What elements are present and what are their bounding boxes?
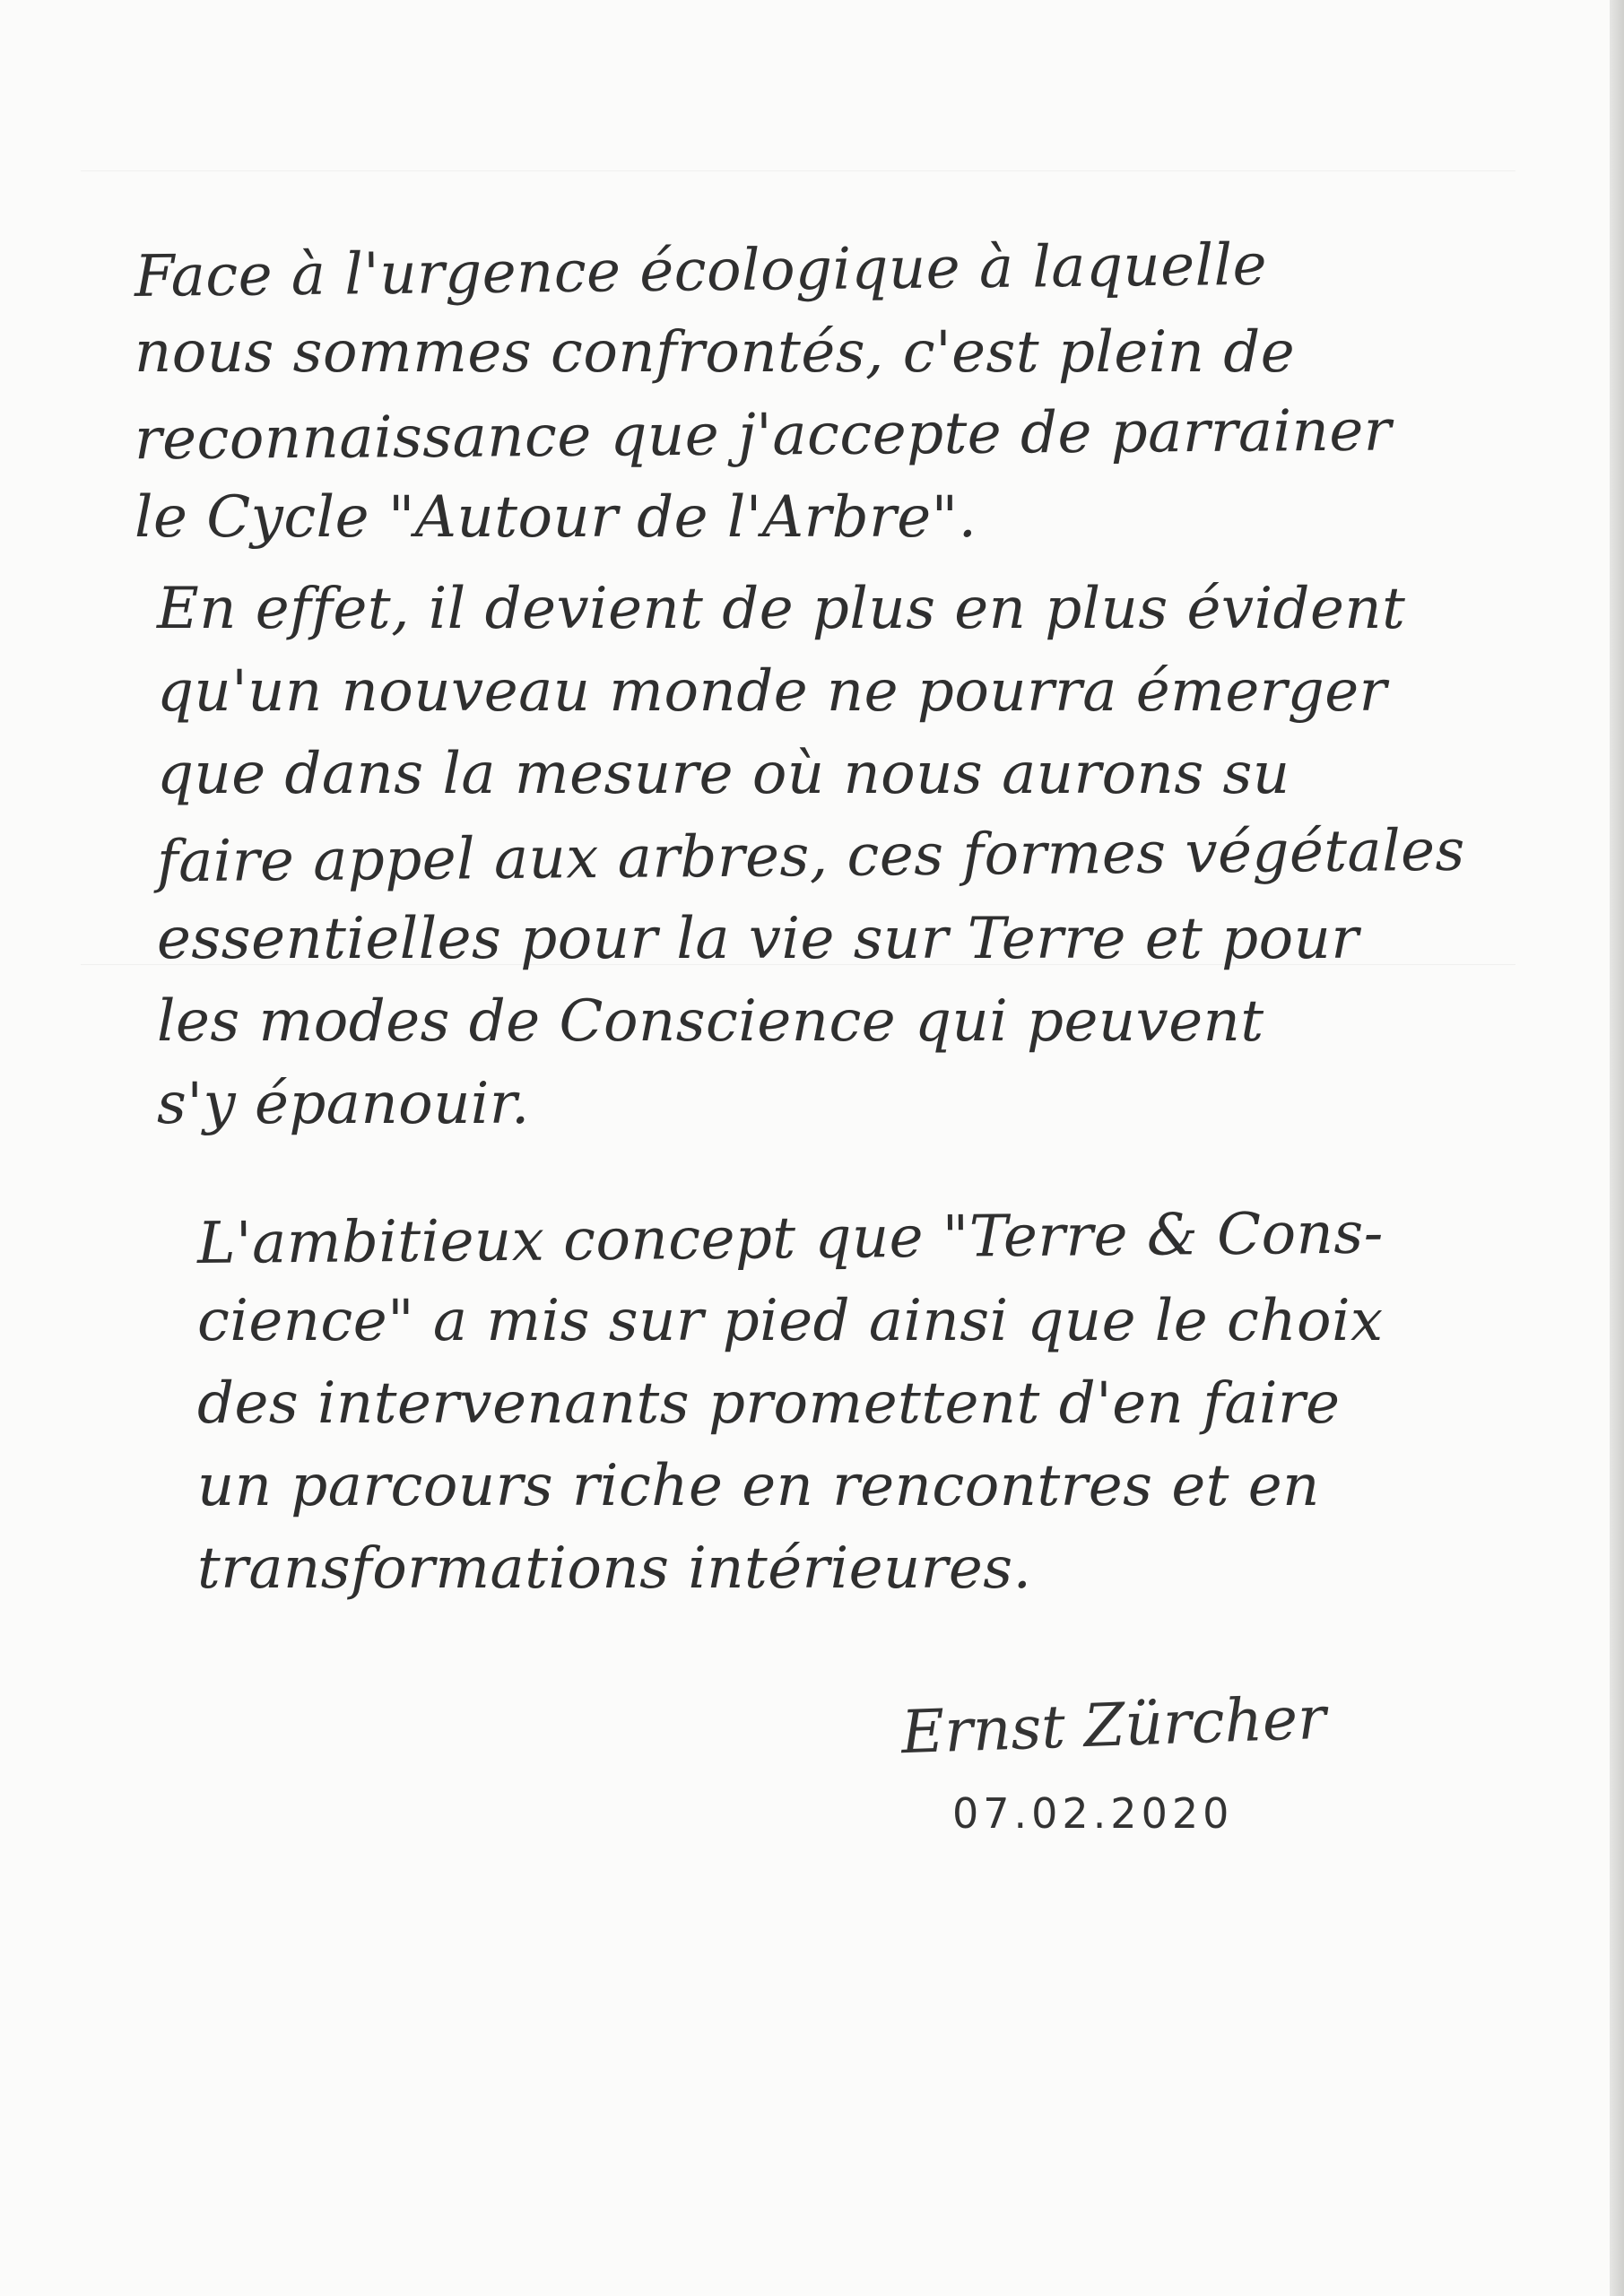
text-line: que dans la mesure où nous aurons su — [157, 741, 1290, 807]
text-line: les modes de Conscience qui peuvent — [157, 988, 1264, 1055]
text-line: essentielles pour la vie sur Terre et pour — [157, 906, 1359, 972]
handwritten-letter — [135, 229, 1498, 1610]
text-line: s'y épanouir. — [157, 1071, 530, 1137]
text-line: un parcours riche en rencontres et en — [197, 1453, 1320, 1519]
scan-rule — [81, 170, 1515, 171]
text-line: qu'un nouveau monde ne pourra émerger — [157, 658, 1387, 725]
text-line: Face à l'urgence écologique à laquelle — [134, 231, 1268, 310]
text-line: reconnaissance que j'accepte de parrainer — [134, 397, 1393, 474]
text-line: transformations intérieures. — [197, 1535, 1032, 1602]
text-line: cience" a mis sur pied ainsi que le choix — [197, 1288, 1384, 1354]
paragraph-1 — [135, 229, 1498, 559]
signature: Ernst Zürcher — [899, 1683, 1327, 1768]
text-line: des intervenants promettent d'en faire — [197, 1370, 1341, 1437]
signature-date: 07.02.2020 — [952, 1789, 1234, 1838]
text-line: L'ambitieux concept que "Terre & Cons- — [196, 1200, 1385, 1278]
scan-edge — [1610, 0, 1624, 2296]
paragraph-3 — [135, 1197, 1498, 1610]
text-line: faire appel aux arbres, ces formes végétales — [156, 817, 1466, 896]
text-line: En effet, il devient de plus en plus évident — [157, 576, 1406, 642]
text-line: nous sommes confrontés, c'est plein de — [135, 319, 1296, 386]
paragraph-2 — [135, 568, 1498, 1145]
text-line: le Cycle "Autour de l'Arbre". — [135, 484, 977, 551]
